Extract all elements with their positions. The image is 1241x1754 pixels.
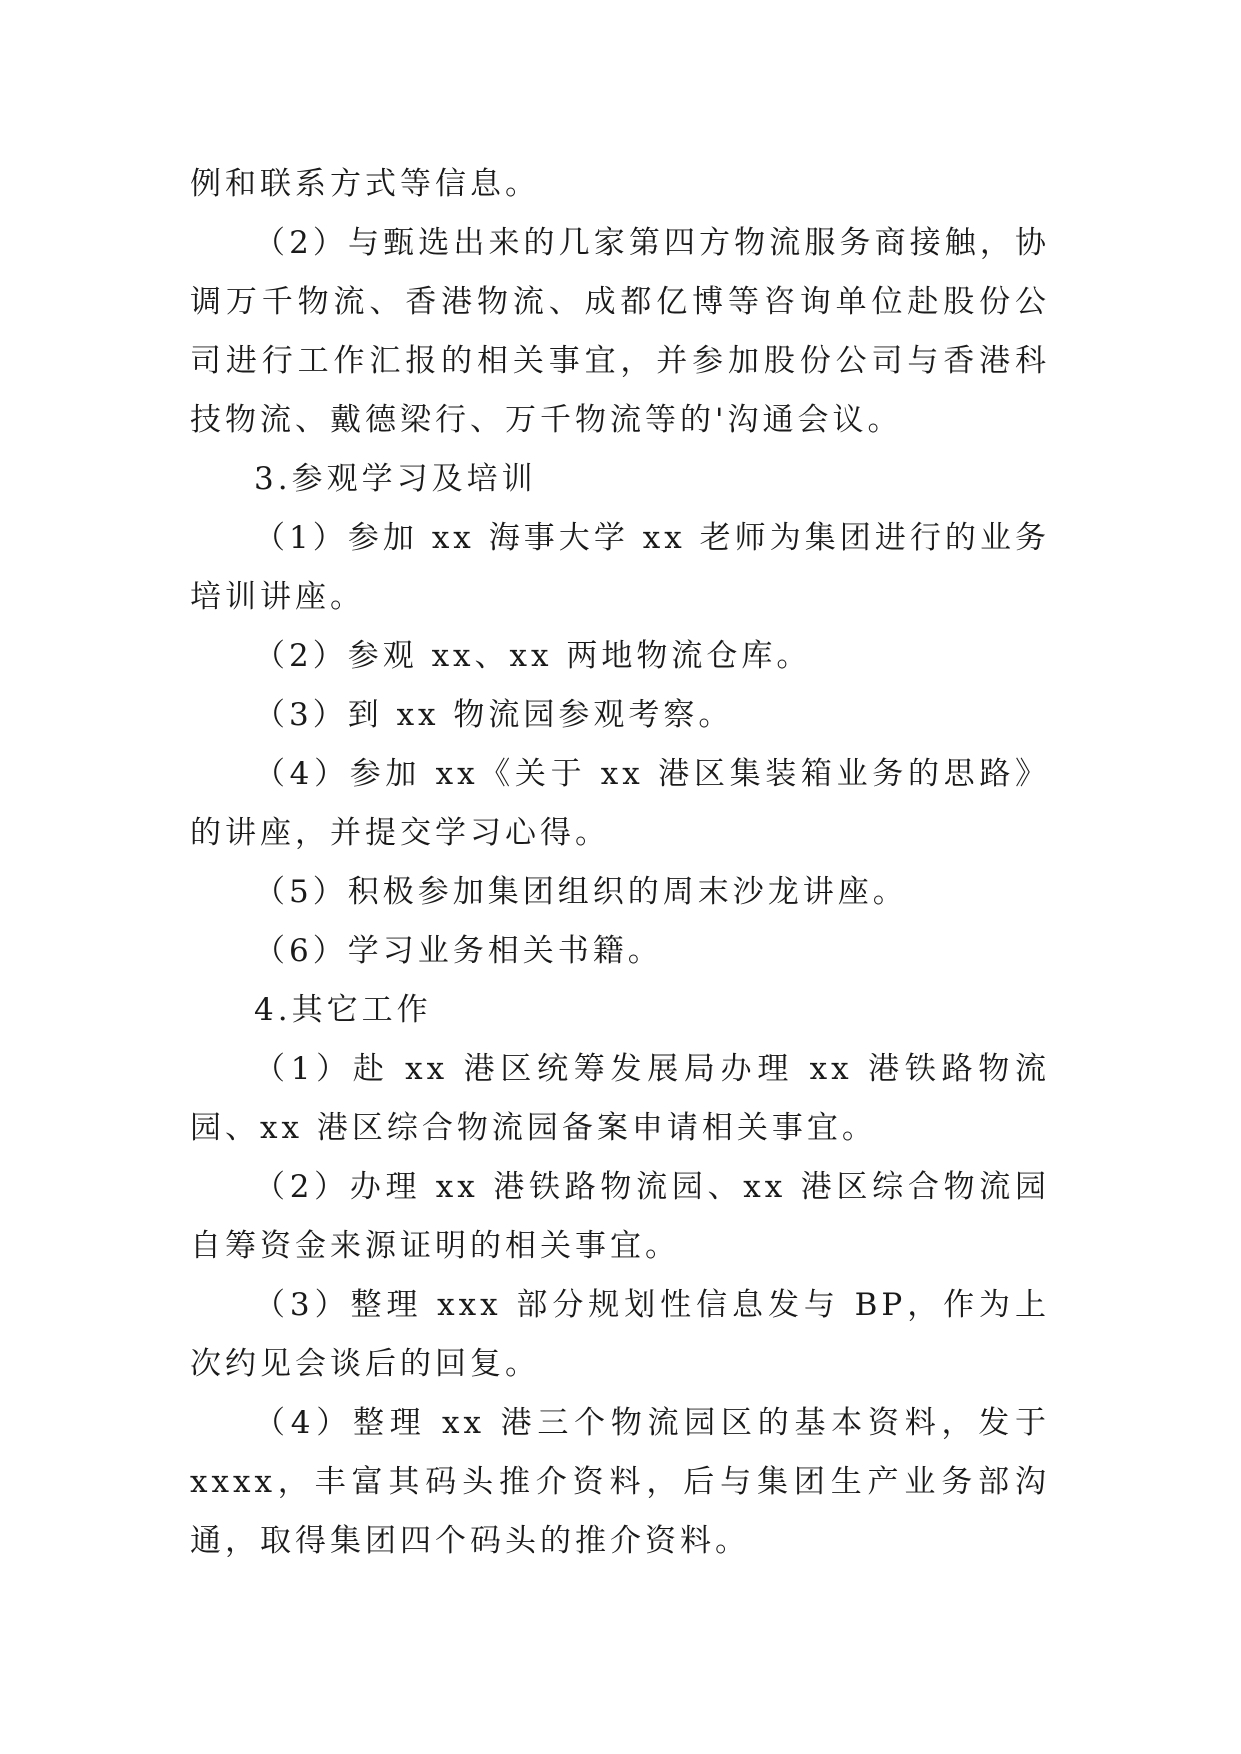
section-heading: 4.其它工作 — [254, 992, 432, 1028]
paragraph: （1）参加 xx 海事大学 xx 老师为集团进行的业务培训讲座。 — [190, 520, 1050, 615]
paragraph: （1）赴 xx 港区统筹发展局办理 xx 港铁路物流园、xx 港区综合物流园备案申请相关事宜。 — [190, 1051, 1050, 1146]
paragraph: （5）积极参加集团组织的周末沙龙讲座。 — [254, 874, 908, 910]
paragraph: （6）学习业务相关书籍。 — [254, 933, 663, 969]
section-heading: 3.参观学习及培训 — [254, 461, 537, 497]
paragraph: （2）与甄选出来的几家第四方物流服务商接触，协调万千物流、香港物流、成都亿博等咨询单位赴股份公司进行工作汇报的相关事宜，并参加股份公司与香港科技物流、戴德梁行、万千物流等的'沟通会议。 — [190, 225, 1050, 438]
paragraph: （3）到 xx 物流园参观考察。 — [254, 697, 734, 733]
document-body — [190, 155, 1050, 1571]
paragraph: （2）办理 xx 港铁路物流园、xx 港区综合物流园自筹资金来源证明的相关事宜。 — [190, 1169, 1050, 1264]
paragraph: （2）参观 xx、xx 两地物流仓库。 — [254, 638, 812, 674]
paragraph: 例和联系方式等信息。 — [190, 166, 540, 202]
paragraph: （4）整理 xx 港三个物流园区的基本资料，发于 xxxx，丰富其码头推介资料，后与集团生产业务部沟通，取得集团四个码头的推介资料。 — [190, 1405, 1050, 1559]
paragraph: （4）参加 xx《关于 xx 港区集装箱业务的思路》的讲座，并提交学习心得。 — [190, 756, 1050, 851]
paragraph: （3）整理 xxx 部分规划性信息发与 BP，作为上次约见会谈后的回复。 — [190, 1287, 1050, 1382]
